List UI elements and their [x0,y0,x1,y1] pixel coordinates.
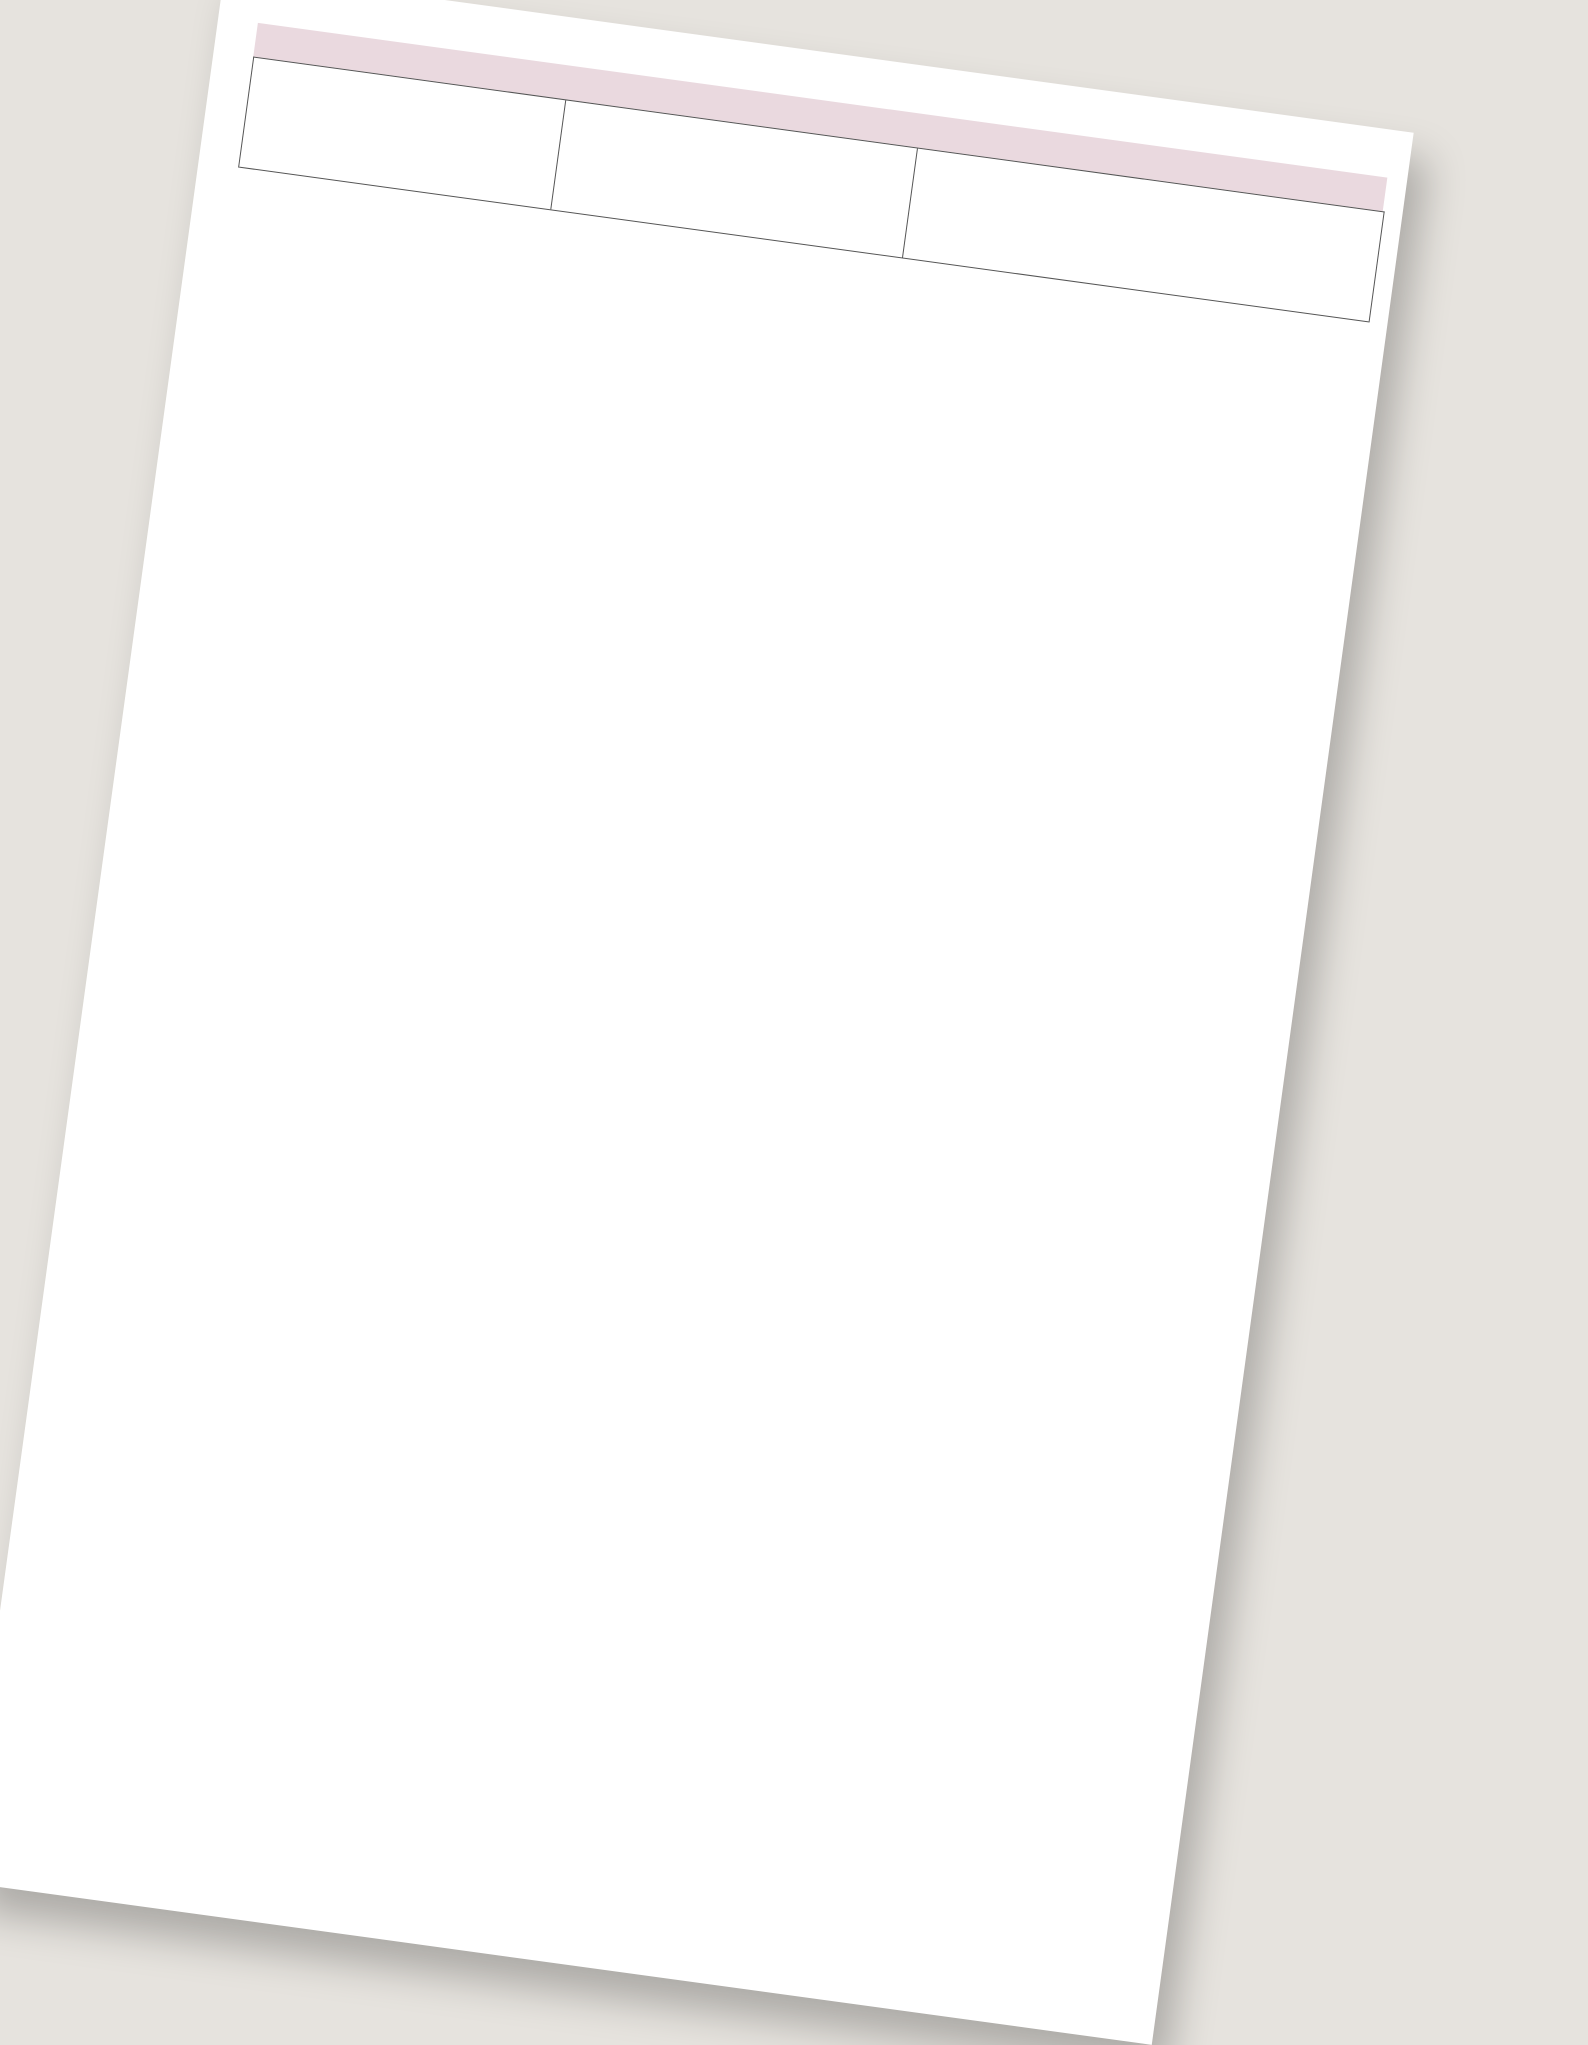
symptom-grid [238,57,1385,323]
top-row [239,58,1384,323]
